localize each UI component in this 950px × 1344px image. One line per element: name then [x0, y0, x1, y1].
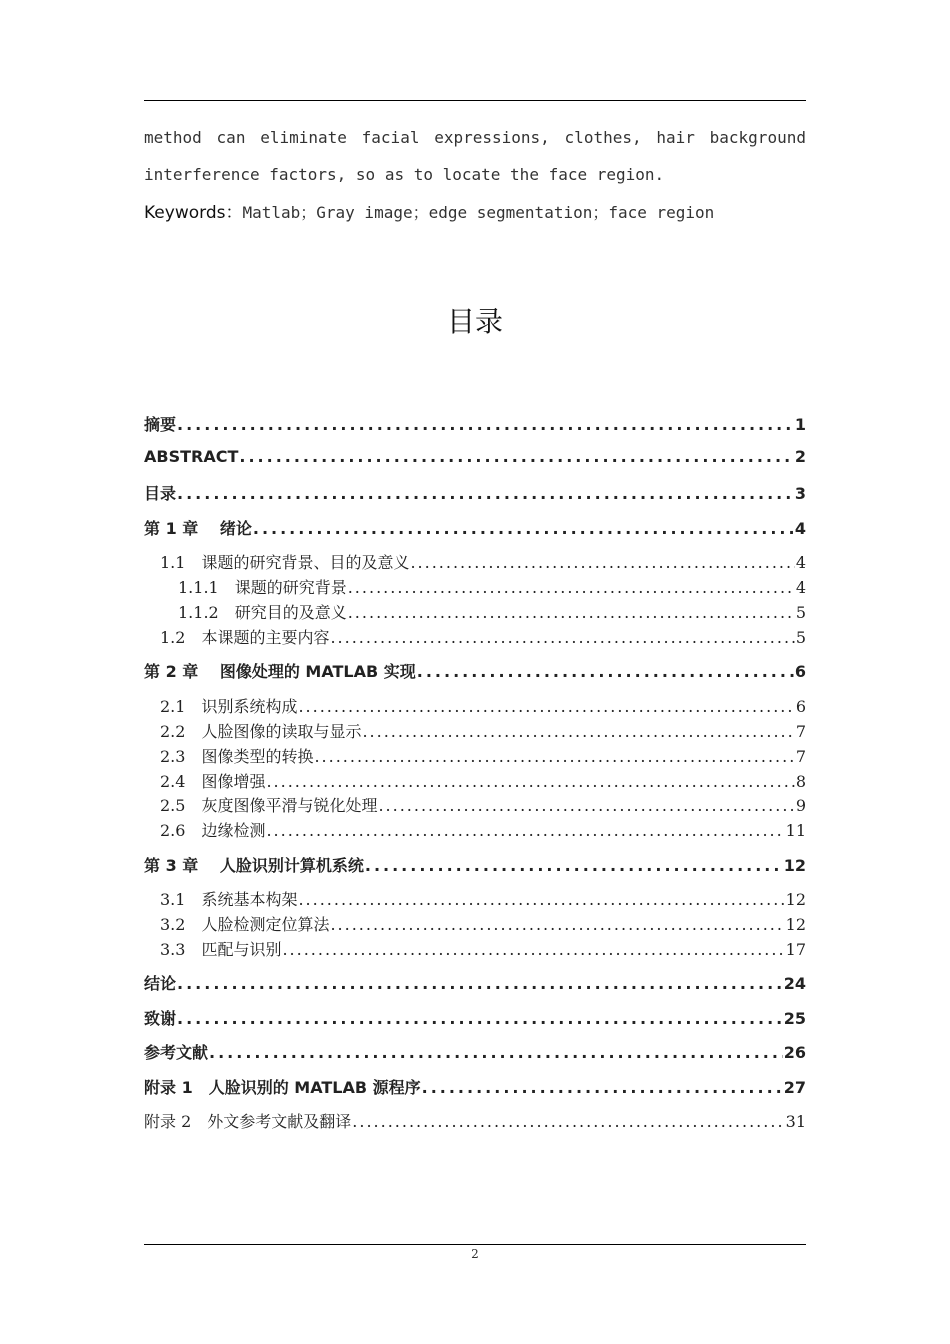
toc-entry[interactable]	[160, 694, 806, 717]
toc-entry-page: 2	[794, 447, 806, 466]
abstract-line-2: interference factors, so as to locate the face region.	[144, 165, 665, 184]
toc-entry-page: 12	[785, 915, 806, 934]
toc-entry-title: 3.1 系统基本构架	[160, 890, 298, 909]
toc-entry-title: 致谢	[144, 1009, 177, 1028]
toc-entry-title: 附录 2 外文参考文献及翻译	[144, 1112, 352, 1131]
toc-entry-page: 12	[785, 890, 806, 909]
toc-leader	[330, 915, 784, 934]
toc-leader	[352, 1112, 784, 1131]
toc-entry-title: 第 1 章 绪论	[144, 519, 252, 538]
toc-entry-title: 2.3 图像类型的转换	[160, 747, 314, 766]
toc-entry[interactable]	[144, 1040, 806, 1063]
toc-leader	[362, 722, 794, 741]
toc-entry-title: 3.2 人脸检测定位算法	[160, 915, 330, 934]
toc-leader	[314, 747, 794, 766]
toc-entry-title: 2.4 图像增强	[160, 772, 266, 791]
toc-entry-page: 6	[795, 697, 806, 716]
toc-entry-page: 6	[794, 662, 806, 681]
page-number: 2	[471, 1247, 479, 1261]
toc-entry-page: 24	[783, 974, 806, 993]
toc-entry-page: 17	[785, 940, 806, 959]
toc-entry[interactable]	[160, 937, 806, 960]
toc-entry-page: 5	[795, 603, 806, 622]
toc-entry-title: 1.1 课题的研究背景、目的及意义	[160, 553, 410, 572]
toc-entry[interactable]	[144, 516, 806, 539]
toc-leader	[282, 940, 784, 959]
abstract-line-1	[144, 128, 806, 147]
toc-leader	[177, 974, 783, 993]
toc-leader	[422, 1078, 783, 1097]
toc-entry-title: 附录 1 人脸识别的 MATLAB 源程序	[144, 1078, 421, 1097]
toc-entry-page: 7	[795, 722, 806, 741]
footer-rule	[144, 1244, 806, 1245]
toc-entry-page: 8	[795, 772, 806, 791]
toc-entry-title: 第 3 章 人脸识别计算机系统	[144, 856, 364, 875]
toc-entry[interactable]	[144, 481, 806, 504]
keywords-label: Keywords：	[144, 203, 243, 223]
abstract-word: hair	[656, 128, 695, 147]
keywords-text: Matlab；Gray image；edge segmentation；face region	[242, 203, 715, 222]
toc-leader	[417, 662, 794, 681]
toc-leader	[348, 603, 795, 622]
toc-entry-page: 4	[795, 578, 806, 597]
toc-leader	[378, 796, 794, 815]
toc-leader	[177, 415, 794, 434]
toc-entry-title: 2.5 灰度图像平滑与锐化处理	[160, 796, 378, 815]
toc-entry-page: 4	[795, 553, 806, 572]
toc-entry[interactable]	[144, 853, 806, 876]
header-rule	[144, 100, 806, 101]
toc-leader	[239, 447, 793, 466]
toc-entry[interactable]	[160, 625, 806, 648]
toc-entry-title: 1.1.2 研究目的及意义	[178, 603, 347, 622]
toc-entry[interactable]	[144, 447, 806, 466]
toc-entry-page: 5	[795, 628, 806, 647]
toc-entry-title: 第 2 章 图像处理的 MATLAB 实现	[144, 662, 416, 681]
toc-entry[interactable]	[160, 719, 806, 742]
toc-entry-title: ABSTRACT	[144, 447, 239, 466]
toc-entry-title: 1.2 本课题的主要内容	[160, 628, 330, 647]
toc-leader	[298, 890, 784, 909]
toc-entry-page: 11	[785, 821, 806, 840]
toc-entry[interactable]	[144, 659, 806, 682]
toc-entry-page: 31	[785, 1112, 806, 1131]
toc-entry-title: 2.6 边缘检测	[160, 821, 266, 840]
abstract-word: facial	[361, 128, 420, 147]
abstract-word: clothes,	[564, 128, 642, 147]
toc-entry-title: 2.1 识别系统构成	[160, 697, 298, 716]
toc-title: 目录	[446, 305, 503, 338]
toc-entry-title: 3.3 匹配与识别	[160, 940, 282, 959]
toc-entry[interactable]	[144, 971, 806, 994]
toc-entry[interactable]	[144, 412, 806, 435]
toc-entry[interactable]	[144, 1109, 806, 1132]
toc-entry-title: 2.2 人脸图像的读取与显示	[160, 722, 362, 741]
toc-leader	[266, 772, 794, 791]
toc-leader	[348, 578, 795, 597]
toc-leader	[298, 697, 794, 716]
toc-leader	[266, 821, 784, 840]
toc-entry[interactable]	[160, 818, 806, 841]
toc-entry-title: 结论	[144, 974, 177, 993]
toc-entry-page: 3	[794, 484, 806, 503]
toc-entry[interactable]	[160, 744, 806, 767]
toc-entry-title: 目录	[144, 484, 177, 503]
toc-leader	[365, 856, 783, 875]
toc-leader	[177, 1009, 783, 1028]
abstract-word: can	[216, 128, 246, 147]
toc-entry[interactable]	[160, 887, 806, 910]
toc-entry[interactable]	[144, 1006, 806, 1029]
toc-entry-title: 参考文献	[144, 1043, 209, 1062]
toc-entry-page: 1	[794, 415, 806, 434]
toc-entry[interactable]	[144, 1075, 806, 1098]
toc-entry-page: 4	[794, 519, 806, 538]
abstract-word: background	[709, 128, 806, 147]
abstract-word: expressions,	[434, 128, 550, 147]
abstract-word: eliminate	[260, 128, 347, 147]
toc-entry[interactable]	[178, 600, 806, 623]
toc-leader	[253, 519, 794, 538]
toc-entry[interactable]	[160, 769, 806, 792]
toc-leader	[209, 1043, 783, 1062]
toc-entry-title: 1.1.1 课题的研究背景	[178, 578, 347, 597]
toc-leader	[330, 628, 794, 647]
toc-entry-title: 摘要	[144, 415, 177, 434]
toc-entry-page: 7	[795, 747, 806, 766]
toc-entry[interactable]	[160, 793, 806, 816]
toc-entry-page: 25	[783, 1009, 806, 1028]
toc-entry[interactable]	[178, 575, 806, 598]
keywords-row	[144, 198, 714, 223]
toc-entry-page: 12	[783, 856, 806, 875]
toc-entry[interactable]	[160, 912, 806, 935]
toc-entry-page: 27	[783, 1078, 806, 1097]
toc-leader	[177, 484, 794, 503]
toc-entry-page: 26	[783, 1043, 806, 1062]
abstract-word: method	[144, 128, 202, 147]
toc-entry-page: 9	[795, 796, 806, 815]
toc-leader	[410, 553, 794, 572]
toc-entry[interactable]	[160, 550, 806, 573]
